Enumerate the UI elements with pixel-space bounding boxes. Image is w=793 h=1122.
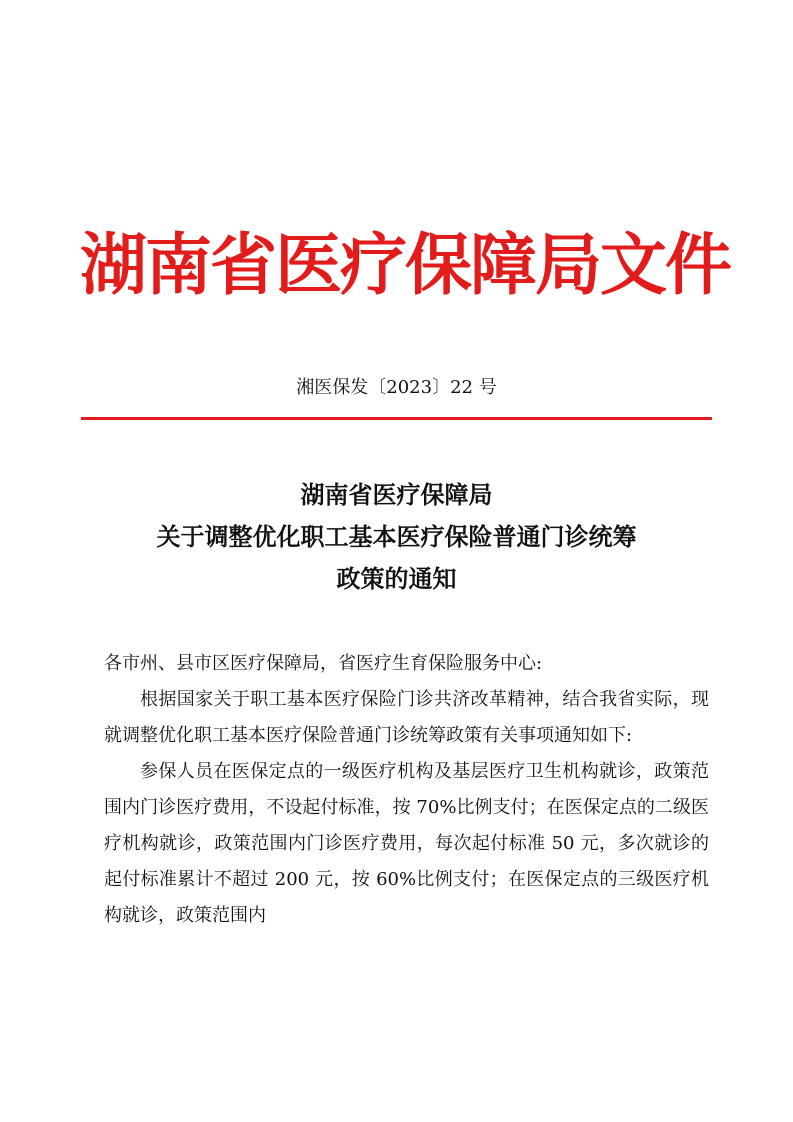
title-line-subject: 关于调整优化职工基本医疗保险普通门诊统筹 — [156, 522, 637, 551]
title-line-issuer: 湖南省医疗保障局 — [300, 480, 493, 509]
body-paragraph-intro: 根据国家关于职工基本医疗保险门诊共济改革精神，结合我省实际，现就调整优化职工基本医疗保险普通门诊统筹政策有关事项通知如下: — [104, 689, 709, 746]
body-paragraph-policy: 参保人员在医保定点的一级医疗机构及基层医疗卫生机构就诊，政策范围内门诊医疗费用，不设起付标准，按 70%比例支付；在医保定点的二级医疗机构就诊，政策范围内门诊医疗费用，每次起付标准 50 元，多次就诊的起付标准累计不超过 200 元，按 60%比例支付；在医保定点的三级医疗机构就诊，政策范围内 — [104, 761, 709, 926]
title-line-subject-end: 政策的通知 — [336, 564, 457, 593]
red-divider-line — [81, 417, 712, 420]
document-body — [104, 646, 709, 934]
document-masthead: 湖南省医疗保障局文件 — [80, 226, 730, 304]
document-title — [60, 474, 733, 600]
document-number: 湘医保发〔2023〕22 号 — [296, 377, 497, 398]
addressee-line: 各市州、县市区医疗保障局，省医疗生育保险服务中心: — [104, 653, 543, 674]
